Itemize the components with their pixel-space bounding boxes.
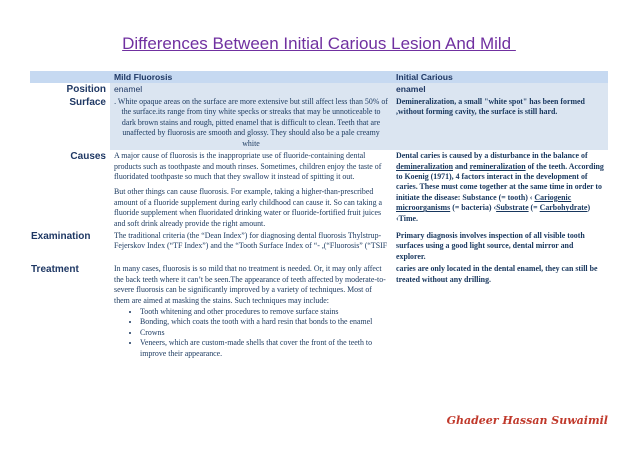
treatment-fluorosis (110, 263, 392, 360)
remineralization-link[interactable]: remineralization (469, 161, 526, 171)
position-label: Position (66, 84, 106, 95)
row-surface (30, 96, 608, 150)
list-item: • Tooth whitening and other procedures to remove surface stains (140, 307, 388, 317)
carbohydrate-link[interactable]: Carbohydrate (539, 203, 588, 213)
causes-label: Causes (70, 151, 106, 163)
surface-carious: Demineralization, a small "white spot" has been formed ,without forming cavity, the surface is still hard. (392, 96, 608, 150)
row-position (30, 83, 608, 96)
header-mild-fluorosis: Mild Fluorosis (110, 71, 392, 83)
demineralization-link[interactable]: demineralization (396, 161, 453, 171)
treatment-carious: caries are only located in the dental enamel, they can still be treated without any drilling. (396, 264, 598, 284)
cariogenic-microorganisms-link[interactable]: Cariogenic microorganisms (396, 192, 572, 213)
list-item: • Veneers, which are custom-made shells that cover the front of the teeth to improve their appearance. (140, 338, 388, 359)
header-row (30, 71, 608, 83)
causes-fluorosis-paragraph-1: A major cause of fluorosis is the inappropriate use of fluoride-containing dental products such as toothpaste and mouth rinses. Sometimes, children enjoy the taste of fluoridated toothpaste so much that they swallow it instead of spitting it out. (114, 151, 382, 181)
treatment-label: Treatment (31, 264, 79, 276)
examination-carious: Primary diagnosis involves inspection of all visible tooth surfaces using a good light source, dental mirror and explorer. (396, 231, 585, 261)
list-item: • Bonding, which coats the tooth with a hard resin that bonds to the enamel (140, 317, 388, 327)
surface-fluorosis: . White opaque areas on the surface are more extensive but still affect less than 50% of the surface.its range from tiny white specks or streaks that may be unnoticeable to dark brown stains and rough, pitted enamel that is difficult to clean. Teeth that are unaffected by fluorosis are smooth and glossy. They should also be a pale creamy white (110, 96, 392, 150)
comparison-table (30, 71, 608, 360)
position-fluorosis: enamel (110, 83, 392, 96)
header-empty-cell (30, 71, 110, 83)
examination-fluorosis: The traditional criteria (the “Dean Index”) for diagnosing dental fluorosis Thylstrup-Fejerskov Index (“TF Index”) and the “Tooth Surface Index of “- ,(“Fluorosis” (“TSIF (114, 231, 388, 251)
row-treatment (30, 263, 608, 360)
row-examination (30, 230, 608, 263)
surface-label: Surface (69, 97, 106, 108)
treatment-intro: In many cases, fluorosis is so mild that no treatment is needed. Or, it may only affect the back teeth where it can’t be seen.The appearance of teeth affected by moderate-to-severe fluorosis can be significantly improved by a variety of techniques. Most of them are aimed at masking the stains. Such techniques may include: (114, 264, 386, 305)
position-carious: enamel (392, 83, 608, 96)
list-item: • Crowns (140, 328, 388, 338)
header-initial-carious: Initial Carious (392, 71, 608, 83)
treatment-list (114, 307, 388, 359)
author-signature: Ghadeer Hassan Suwaimil (446, 414, 608, 427)
examination-label: Examination (31, 231, 91, 243)
causes-fluorosis-paragraph-2: But other things can cause fluorosis. For example, taking a higher-than-prescribed amount of a fluoride supplement during early childhood can cause it. So can taking a fluoride supplement when fluoridated drinking water or fluoride-fortified fruit juices and soft drink already provide the right amount. (114, 187, 382, 228)
row-causes (30, 150, 608, 230)
causes-fluorosis (110, 150, 392, 230)
page-title: Differences Between Initial Carious Lesion And Mild (122, 34, 516, 53)
substrate-link[interactable]: Substrate (496, 203, 529, 213)
causes-carious: Dental caries is caused by a disturbance in the balance of demineralization and remineralization of the teeth. According to Koenig (1971), 4 factors interact in the development of caries. These must come together at the same time in order to initiate the disease: Substance (= tooth) ‹ Cariogenic microorganisms (= bacteria) ‹Substrate (= Carbohydrate) ‹Time. (396, 151, 604, 223)
